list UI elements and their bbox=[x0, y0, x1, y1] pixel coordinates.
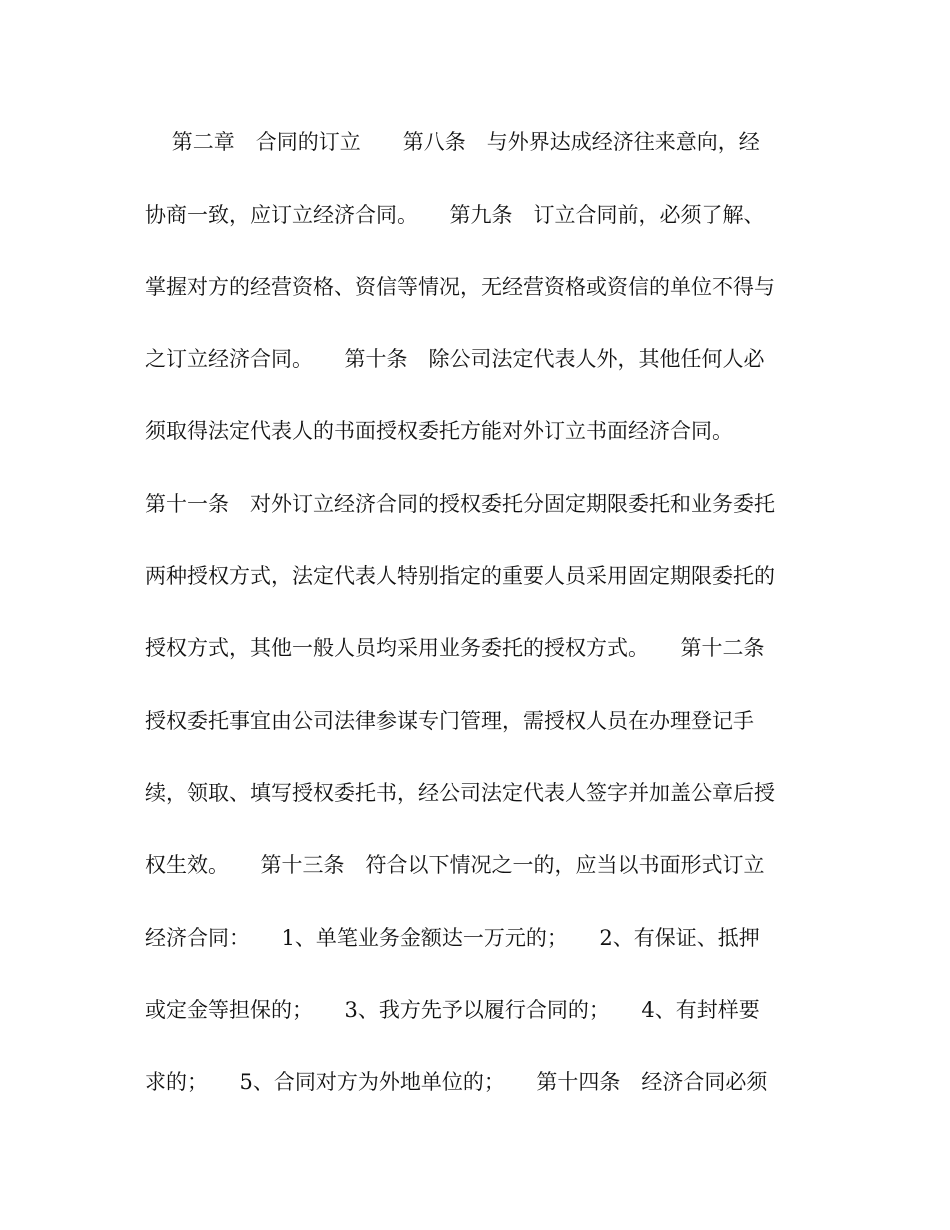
text-line-12: 经济合同： 1、单笔业务金额达一万元的； 2、有保证、抵押 bbox=[145, 926, 760, 950]
text-line-2: 协商一致，应订立经济合同。 第九条 订立合同前，必须了解、 bbox=[145, 203, 765, 227]
text-line-6: 第十一条 对外订立经济合同的授权委托分固定期限委托和业务委托 bbox=[145, 492, 775, 516]
text-line-9: 授权委托事宜由公司法律参谋专门管理，需授权人员在办理登记手 bbox=[145, 709, 754, 733]
text-line-5: 须取得法定代表人的书面授权委托方能对外订立书面经济合同。 bbox=[145, 419, 733, 443]
text-line-4: 之订立经济合同。 第十条 除公司法定代表人外，其他任何人必 bbox=[145, 347, 765, 371]
text-line-1: 第二章 合同的订立 第八条 与外界达成经济往来意向，经 bbox=[145, 130, 760, 154]
text-line-11: 权生效。 第十三条 符合以下情况之一的，应当以书面形式订立 bbox=[145, 853, 765, 877]
text-line-3: 掌握对方的经营资格、资信等情况，无经营资格或资信的单位不得与 bbox=[145, 275, 775, 299]
text-line-8: 授权方式，其他一般人员均采用业务委托的授权方式。 第十二条 bbox=[145, 636, 765, 660]
text-line-14: 求的； 5、合同对方为外地单位的； 第十四条 经济合同必须 bbox=[145, 1070, 768, 1094]
text-line-10: 续，领取、填写授权委托书，经公司法定代表人签字并加盖公章后授 bbox=[145, 781, 775, 805]
text-line-13: 或定金等担保的； 3、我方先予以履行合同的； 4、有封样要 bbox=[145, 998, 760, 1022]
text-line-7: 两种授权方式，法定代表人特别指定的重要人员采用固定期限委托的 bbox=[145, 564, 775, 588]
